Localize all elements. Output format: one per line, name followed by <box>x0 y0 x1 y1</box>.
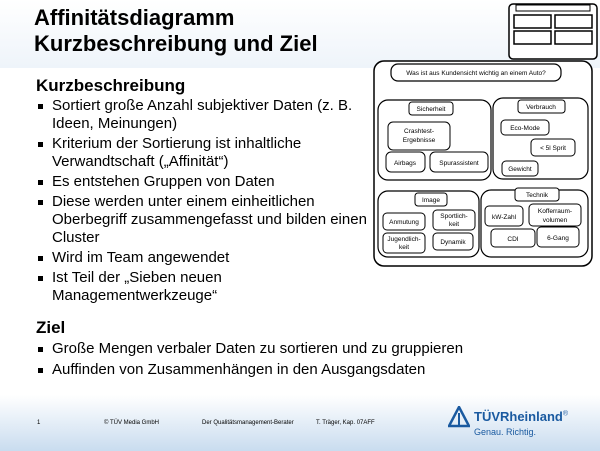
list-item: Ist Teil der „Sieben neuen Managementwerkzeuge“ <box>38 269 368 305</box>
ziel-list <box>38 340 558 382</box>
note-dynamik: Dynamik <box>440 239 466 246</box>
list-item: Wird im Team angewendet <box>38 249 368 267</box>
logo-name-text: TÜVRheinland <box>474 409 563 424</box>
footer-page-number: 1 <box>37 420 41 426</box>
note-sprit: < 5l Sprit <box>540 145 566 152</box>
note-airbags: Airbags <box>393 160 417 167</box>
list-item: Auffinden von Zusammenhängen in den Ausgangsdaten <box>38 361 558 379</box>
note-crashtest-2: Ergebnisse <box>402 137 436 144</box>
note-sportlichkeit: Sportlich- <box>440 213 468 220</box>
note-kofferraum-2: volumen <box>542 217 568 224</box>
note-6-gang: 6-Gang <box>547 235 569 242</box>
note-kw-zahl: kW-Zahl <box>491 214 517 221</box>
note-jugendlichkeit: Jugendlich- <box>387 236 421 243</box>
note-eco-mode: Eco-Mode <box>510 125 540 132</box>
list-item: Diese werden unter einem einheitlichen Oberbegriff zusammengefasst und bilden einen Cluster <box>38 193 368 247</box>
list-item: Kriterium der Sortierung ist inhaltliche Verwandtschaft („Affinität“) <box>38 135 368 171</box>
footer-copyright: © TÜV Media GmbH <box>104 420 159 426</box>
note-jugendlichkeit-2: keit <box>398 244 410 251</box>
title-line-1: Affinitätsdiagramm <box>34 5 235 30</box>
tuv-logo-slogan: Genau. Richtig. <box>474 427 537 437</box>
group-image-label: Image <box>421 197 441 204</box>
slide-title <box>34 5 318 57</box>
tuv-logo-icon <box>448 406 470 428</box>
tuv-logo-name <box>474 409 568 424</box>
list-item: Große Mengen verbaler Daten zu sortieren und zu gruppieren <box>38 340 558 358</box>
note-anmutung: Anmutung <box>389 219 419 226</box>
list-item: Sortiert große Anzahl subjektiver Daten (z. B. Ideen, Meinungen) <box>38 97 368 133</box>
list-item: Es entstehen Gruppen von Daten <box>38 173 368 191</box>
note-kofferraum: Kofferraum- <box>537 208 573 215</box>
group-verbrauch-label: Verbrauch <box>526 104 556 111</box>
title-line-2: Kurzbeschreibung und Ziel <box>34 31 318 56</box>
footer-author: T. Träger, Kap. 07AFF <box>316 420 375 426</box>
footer-publication: Der Qualitätsmanagement-Berater <box>202 420 294 426</box>
logo-reg-mark: ® <box>562 410 569 418</box>
group-technik-label: Technik <box>525 192 549 199</box>
ziel-heading: Ziel <box>36 318 66 337</box>
diagram-question: Was ist aus Kundensicht wichtig an einem Auto? <box>406 70 546 77</box>
kurzbeschreibung-heading: Kurzbeschreibung <box>36 76 186 95</box>
kurzbeschreibung-list <box>38 97 368 307</box>
note-gewicht: Gewicht <box>508 166 532 173</box>
group-sicherheit-label: Sicherheit <box>416 106 446 113</box>
grid-layout-icon <box>508 3 598 60</box>
note-sportlichkeit-2: keit <box>448 221 460 228</box>
affinity-diagram <box>373 60 593 267</box>
note-cdi: CDI <box>507 236 519 243</box>
note-crashtest: Crashtest- <box>404 128 434 135</box>
note-spurassistent: Spurassistent <box>439 160 479 167</box>
